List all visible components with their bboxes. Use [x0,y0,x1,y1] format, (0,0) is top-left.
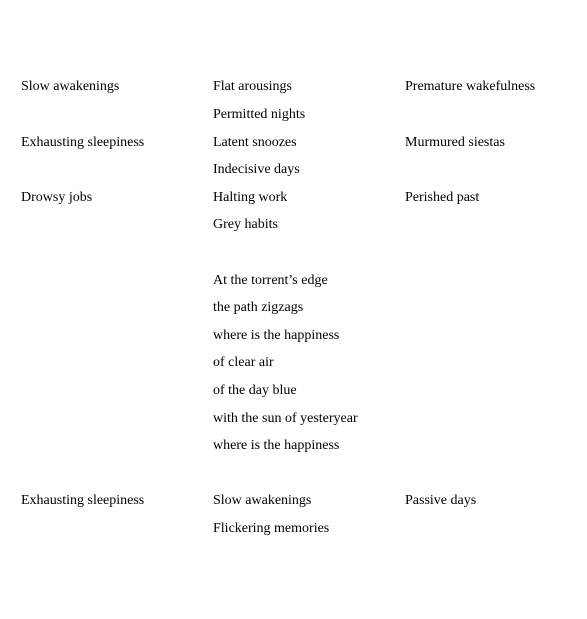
stanza2-line-1: At the torrent’s edge [213,273,328,288]
stanza1-row3-col1: Exhausting sleepiness [21,135,145,150]
stanza1-row4-col2: Indecisive days [213,162,300,177]
stanza1-row1-col3: Premature wakefulness [405,79,536,94]
stanza3-row1-col1: Exhausting sleepiness [21,493,145,508]
stanza3-row2-col2: Flickering memories [213,521,330,536]
stanza1-row5-col3: Perished past [405,190,480,205]
stanza1-row1-col1: Slow awakenings [21,79,120,94]
stanza1-row1-col2: Flat arousings [213,79,292,94]
stanza1-row3-col2: Latent snoozes [213,135,297,150]
stanza1-row5-col1: Drowsy jobs [21,190,93,205]
stanza2-line-5: of the day blue [213,383,297,398]
stanza3-row1-col3: Passive days [405,493,477,508]
stanza2-line-6: with the sun of yesteryear [213,411,358,426]
stanza1-row6-col2: Grey habits [213,217,278,232]
stanza1-row2-col2: Permitted nights [213,107,306,122]
stanza2-line-7: where is the happiness [213,438,340,453]
stanza1-row5-col2: Halting work [213,190,288,205]
stanza2-line-4: of clear air [213,355,274,370]
stanza2-line-3: where is the happiness [213,328,340,343]
stanza2-line-2: the path zigzags [213,300,304,315]
stanza1-row3-col3: Murmured siestas [405,135,505,150]
stanza3-row1-col2: Slow awakenings [213,493,312,508]
